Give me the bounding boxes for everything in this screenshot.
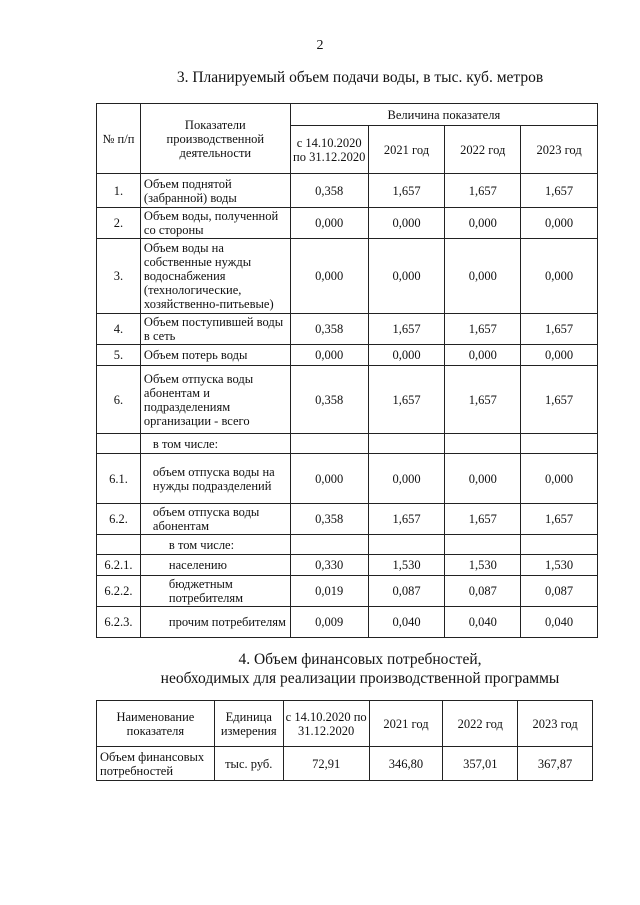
row-value: 1,657 <box>368 314 445 345</box>
table-row <box>97 366 598 434</box>
section4-title-line1: 4. Объем финансовых потребностей, <box>238 651 482 668</box>
row-value: 0,000 <box>521 239 598 314</box>
row-value: 1,657 <box>521 174 598 208</box>
fin-header-col: 2023 год <box>518 701 593 747</box>
row-label: Объем поступившей воды в сеть <box>140 314 290 345</box>
row-value: 0,358 <box>290 366 368 434</box>
row-label: Объем потерь воды <box>140 345 290 366</box>
row-label: Объем отпуска воды абонентам и подразделениям организации - всего <box>140 366 290 434</box>
row-num: 6.2.3. <box>97 607 141 638</box>
row-value: 0,000 <box>290 454 368 504</box>
row-value <box>290 535 368 555</box>
table-row <box>97 174 598 208</box>
row-value: 0,330 <box>290 555 368 576</box>
row-value: 0,000 <box>368 345 445 366</box>
row-value: 0,000 <box>290 239 368 314</box>
row-value: 0,040 <box>445 607 521 638</box>
row-num: 3. <box>97 239 141 314</box>
row-num: 1. <box>97 174 141 208</box>
row-value: 1,657 <box>368 366 445 434</box>
fin-row-unit: тыс. руб. <box>214 747 283 781</box>
row-value: 0,000 <box>368 239 445 314</box>
header-col: с 14.10.2020 по 31.12.2020 <box>290 126 368 174</box>
row-value: 1,530 <box>521 555 598 576</box>
fin-header-col: 2022 год <box>443 701 518 747</box>
row-value: 0,000 <box>368 454 445 504</box>
row-num: 6.2.1. <box>97 555 141 576</box>
table-row <box>97 504 598 535</box>
fin-header-unit: Единица измерения <box>214 701 283 747</box>
table-row <box>97 345 598 366</box>
section3-title: 3. Планируемый объем подачи воды, в тыс. куб. метров <box>176 69 544 86</box>
fin-header-col: 2021 год <box>369 701 443 747</box>
row-value: 0,000 <box>521 345 598 366</box>
row-value: 0,000 <box>368 208 445 239</box>
row-label: объем отпуска воды абонентам <box>140 504 290 535</box>
row-value: 1,657 <box>521 504 598 535</box>
water-supply-rows <box>97 174 598 638</box>
row-label: объем отпуска воды на нужды подразделений <box>140 454 290 504</box>
section4-title-line2: необходимых для реализации производственной программы <box>160 670 560 687</box>
row-value: 1,657 <box>521 366 598 434</box>
row-value: 0,040 <box>521 607 598 638</box>
row-value: 1,530 <box>368 555 445 576</box>
row-num: 6.2.2. <box>97 576 141 607</box>
fin-row-value: 346,80 <box>369 747 443 781</box>
row-num: 6. <box>97 366 141 434</box>
row-value: 0,000 <box>521 208 598 239</box>
row-value <box>521 535 598 555</box>
header-col: 2021 год <box>368 126 445 174</box>
row-value <box>445 434 521 454</box>
row-label: бюджетным потребителям <box>140 576 290 607</box>
row-value: 1,657 <box>521 314 598 345</box>
table-row <box>97 607 598 638</box>
water-supply-table <box>96 103 598 638</box>
fin-row-name: Объем финансовых потребностей <box>97 747 215 781</box>
row-value <box>521 434 598 454</box>
row-value: 0,087 <box>521 576 598 607</box>
row-value: 1,530 <box>445 555 521 576</box>
row-value <box>290 434 368 454</box>
table-row <box>97 314 598 345</box>
table-row <box>97 434 598 454</box>
table-row <box>97 239 598 314</box>
fin-row-value: 72,91 <box>283 747 369 781</box>
row-num: 6.1. <box>97 454 141 504</box>
table-row <box>97 576 598 607</box>
row-value: 1,657 <box>368 504 445 535</box>
table-row <box>97 555 598 576</box>
row-value: 1,657 <box>445 174 521 208</box>
table-row <box>97 535 598 555</box>
row-label: в том числе: <box>140 535 290 555</box>
row-value: 0,000 <box>445 454 521 504</box>
row-value: 0,000 <box>445 208 521 239</box>
table-row <box>97 454 598 504</box>
row-value: 1,657 <box>368 174 445 208</box>
row-label: населению <box>140 555 290 576</box>
row-value: 0,000 <box>445 345 521 366</box>
row-num: 2. <box>97 208 141 239</box>
row-num: 6.2. <box>97 504 141 535</box>
row-label: Объем воды на собственные нужды водоснабжения (технологические, хозяйственно-питьевые) <box>140 239 290 314</box>
row-num: 5. <box>97 345 141 366</box>
fin-header-name: Наименование показателя <box>97 701 215 747</box>
row-value: 1,657 <box>445 504 521 535</box>
row-value: 0,000 <box>445 239 521 314</box>
fin-row-value: 357,01 <box>443 747 518 781</box>
page-number: 2 <box>316 38 324 53</box>
header-indicator: Показатели производственной деятельности <box>140 104 290 174</box>
row-value: 1,657 <box>445 314 521 345</box>
header-col: 2023 год <box>521 126 598 174</box>
row-value: 0,040 <box>368 607 445 638</box>
row-value: 0,358 <box>290 504 368 535</box>
row-label: прочим потребителям <box>140 607 290 638</box>
row-value: 0,009 <box>290 607 368 638</box>
fin-row-value: 367,87 <box>518 747 593 781</box>
row-value: 0,087 <box>445 576 521 607</box>
financial-needs-table <box>96 700 593 781</box>
row-num <box>97 535 141 555</box>
row-label: в том числе: <box>140 434 290 454</box>
row-value: 1,657 <box>445 366 521 434</box>
row-value: 0,019 <box>290 576 368 607</box>
fin-header-col: с 14.10.2020 по 31.12.2020 <box>283 701 369 747</box>
row-value: 0,358 <box>290 174 368 208</box>
row-value: 0,000 <box>290 208 368 239</box>
row-num <box>97 434 141 454</box>
row-value: 0,358 <box>290 314 368 345</box>
row-value: 0,000 <box>521 454 598 504</box>
table-row <box>97 208 598 239</box>
row-num: 4. <box>97 314 141 345</box>
row-value <box>445 535 521 555</box>
row-label: Объем поднятой (забранной) воды <box>140 174 290 208</box>
header-value-group: Величина показателя <box>290 104 597 126</box>
row-value: 0,000 <box>290 345 368 366</box>
row-value <box>368 434 445 454</box>
row-value: 0,087 <box>368 576 445 607</box>
header-col: 2022 год <box>445 126 521 174</box>
row-label: Объем воды, полученной со стороны <box>140 208 290 239</box>
row-value <box>368 535 445 555</box>
header-num: № п/п <box>97 104 141 174</box>
